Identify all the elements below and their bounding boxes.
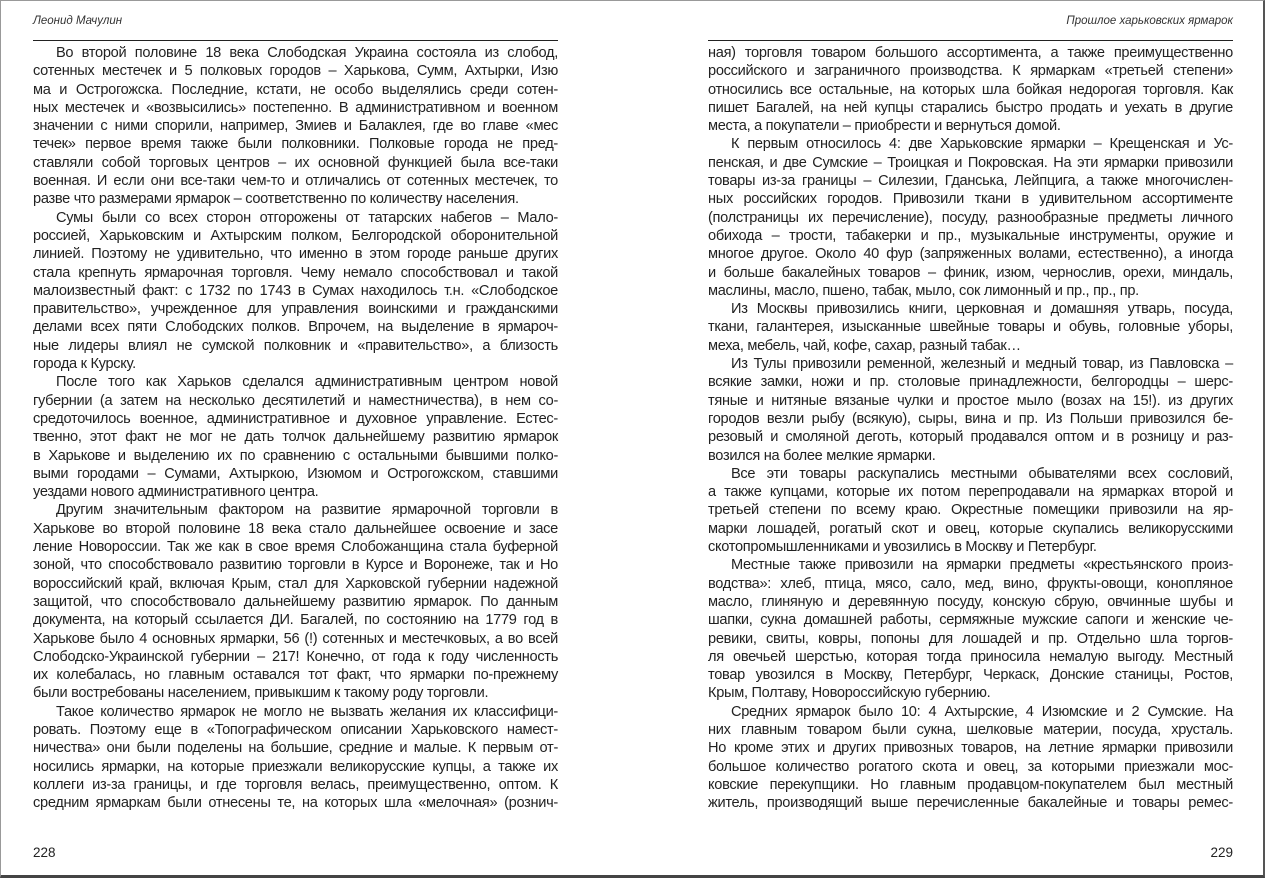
text-line: К первым относилось 4: две Харьковские ярмарки – Крещенская и Ус- — [731, 136, 1233, 153]
text-line: города к Курску. — [33, 356, 136, 373]
text-line: средоточилось военное, административное и духовное управление. Естес- — [33, 410, 558, 427]
text-line: шапки, сукна домашней работы, сермяжные мужские сапоги и женские че- — [708, 612, 1233, 629]
text-line: ма и Острогожска. Последние, кстати, не особо выделялись среди сотен- — [33, 81, 558, 98]
running-head-author: Леонид Мачулин — [33, 15, 123, 27]
paragraph — [708, 465, 1233, 556]
text-line: линией. Поэтому не удивительно, что именно в этом городе раньше других — [33, 246, 558, 263]
text-line: масло, глиняную и деревянную посуду, конскую сбрую, овчинные шубы и — [708, 593, 1233, 610]
text-line: резовый и смоляной деготь, который продавался оптом и в розницу и раз- — [708, 429, 1233, 446]
text-line: коллеги из-за границы, и где торговля велась, преимущественно, оптом. К — [33, 776, 558, 793]
text-line: пенская, и две Сумские – Троицкая и Покровская. На эти ярмарки привозили — [708, 154, 1233, 171]
running-head-title: Прошлое харьковских ярмарок — [1066, 15, 1233, 27]
text-line: малоизвестный факт: с 1732 по 1743 в Сумах находилось т.н. «Слободское — [33, 282, 558, 299]
text-line: делами всех пяти Слободских полков. Впрочем, на выделение в ярмароч- — [33, 319, 558, 336]
right-page-body — [708, 44, 1233, 812]
header-rule — [708, 40, 1233, 41]
paragraph — [33, 501, 558, 702]
text-line: житель, производящий выше перечисленные бакалейные и товары ремес- — [708, 795, 1233, 812]
text-line: их колебалась, но главным оставался тот факт, что ярмарки по-прежнему — [33, 667, 558, 684]
text-line: зоной, что способствовало развитию торговли в Курсе и Воронеже, так и Но — [33, 557, 558, 574]
text-line: обихода – трости, табакерки и пр., музыкальные инструменты, оружие и — [708, 227, 1233, 244]
text-line: Из Москвы привозились книги, церковная и домашняя утварь, посуда, — [731, 301, 1233, 318]
text-line: Но кроме этих и других привозных товаров, на летние ярмарки привозили — [708, 740, 1233, 757]
text-line: возился на более мелкие ярмарки. — [708, 447, 936, 464]
text-line: правительство», учрежденное для управления воинскими и гражданскими — [33, 301, 558, 318]
text-line: пишет Багалей, на ней купцы старались быстро продать и уехать в другие — [708, 99, 1233, 116]
text-line: ничества» они были поделены на большие, средние и малые. К первым от- — [33, 740, 558, 757]
text-line: военная. И если они все-таки чем-то и отличались от сотенных местечек, то — [33, 173, 558, 190]
paragraph — [33, 209, 558, 374]
paragraph — [708, 355, 1233, 465]
text-line: вороссийский край, включая Крым, стал для Харковской губернии надежной — [33, 575, 558, 592]
text-line: Все эти товары раскупались местными обывателями всех сословий, — [731, 465, 1233, 482]
text-line: всякие замки, ножи и пр. столовые принадлежности, белгородцы – шерс- — [708, 374, 1233, 391]
page-number: 229 — [1210, 845, 1233, 860]
text-line: водства»: хлеб, птица, мясо, сало, мед, вино, фрукты-овощи, конопляное — [708, 575, 1233, 592]
text-line: ковские перекупщики. Но главным продавцом-покупателем был местный — [708, 776, 1233, 793]
text-line: Слободско-Украинской губернии – 217! Конечно, от года к году численность — [33, 648, 558, 665]
text-line: россией, Харьковским и Ахтырским полком, Белгородской оборонительной — [33, 227, 558, 244]
text-line: третьей степени по всему краю. Окрестные помещики привозили на яр- — [708, 502, 1233, 519]
text-line: носились ярмарки, на которые приезжали великорусские купцы, а также их — [33, 758, 558, 775]
text-line: Местные также привозили на ярмарки предметы «крестьянского произ- — [731, 557, 1233, 574]
text-line: а также купцами, которые их потом перепродавали на ярмарках второй и — [708, 484, 1233, 501]
text-line: ная) торговля товаром большого ассортимента, а также преимущественно — [708, 45, 1233, 61]
text-line: Во второй половине 18 века Слободская Украина состояла из слобод, — [56, 45, 558, 61]
left-page — [33, 0, 558, 881]
text-line: ление Новороссии. Так же как в свое время Слобожанщина стала буферной — [33, 539, 558, 556]
text-line: стала крепнуть ярмарочная торговля. Чему немало способствовал и такой — [33, 264, 558, 281]
text-line: многое другое. Около 40 фур (запряженных волами, естественно), а иногда — [708, 246, 1233, 263]
text-line: Средних ярмарок было 10: 4 Ахтырские, 4 Изюмские и 2 Сумские. На — [731, 703, 1233, 720]
text-line: в Харькове и выделению их по сравнению с остальными бывшими полко- — [33, 447, 558, 464]
text-line: них главным товаром были сукна, шелковые материи, посуда, хрусталь. — [708, 721, 1233, 738]
text-line: товары из-за границы – Силезии, Гданська, Лейпцига, а также многочислен- — [708, 173, 1233, 190]
text-line: были востребованы населением, привыкшим к такому роду торговли. — [33, 685, 489, 702]
text-line: уездами нового административного центра. — [33, 484, 319, 501]
text-line: ревики, свиты, ковры, попоны для лошадей и пр. Отдельно шла торгов- — [708, 630, 1233, 647]
text-line: средним ярмаркам были отнесены те, на которых шла «мелочная» (рознич- — [33, 795, 558, 812]
text-line: Другим значительным фактором на развитие ярмарочной торговли в — [56, 502, 558, 519]
text-line: тяные и нитяные вязаные чулки и простое мыло (возах на 15!). из других — [708, 392, 1233, 409]
text-line: Такое количество ярмарок не могло не вызвать желания их классифици- — [56, 703, 558, 720]
paragraph — [708, 135, 1233, 300]
text-line: городов везли рыбу (всякую), сыры, вина и пр. Из Польши привозился бе- — [708, 410, 1233, 427]
text-line: губернии (а затем на несколько десятилетий и наместничества), в нем со- — [33, 392, 558, 409]
text-line: относились все остальные, на которых шла бойкая недорогая торговля. Как — [708, 81, 1233, 98]
text-line: меха, мебель, чай, кофе, сахар, разный табак… — [708, 337, 1021, 354]
paragraph — [33, 44, 558, 209]
paragraph — [708, 44, 1233, 135]
text-line: ля овечьей шерстью, которая тогда приносила немалую выгоду. Местный — [708, 648, 1233, 665]
text-line: ровать. Поэтому еще в «Топографическом описании Харьковского намест- — [33, 721, 558, 738]
text-line: ткани, галантерея, изысканные швейные товары и обувь, головные уборы, — [708, 319, 1233, 336]
text-line: Из Тулы привозили ременной, железный и медный товар, из Павловска – — [731, 356, 1233, 373]
left-page-body — [33, 44, 558, 812]
text-line: места, а покупатели – приобрести и вернуться домой. — [708, 118, 1061, 135]
text-line: марки лошадей, рогатый скот и овец, которые скупались великорусскими — [708, 520, 1233, 537]
header-rule — [33, 40, 558, 41]
text-line: выми городами – Сумами, Ахтыркою, Изюмом и Острогожском, ставшими — [33, 465, 558, 482]
text-line: и больше бакалейных товаров – финик, изюм, чернослив, орехи, миндаль, — [708, 264, 1233, 281]
text-line: товар увозился в Москву, Петербург, Черкаск, Донские станицы, Ростов, — [708, 667, 1233, 684]
text-line: Харькове было 4 основных ярмарки, 56 (!) сотенных и местечковых, а во всей — [33, 630, 558, 647]
text-line: ных российских городов. Привозили ткани в удивительном ассортименте — [708, 191, 1233, 208]
paragraph — [708, 556, 1233, 702]
text-line: Крым, Полтаву, Новороссийскую губернию. — [708, 685, 991, 702]
text-line: течек» первое время также были полковники. Полковые города не пред- — [33, 136, 558, 153]
right-page — [708, 0, 1233, 881]
text-line: защитой, что способствовало дальнейшему развитию ярмарок. По данным — [33, 593, 558, 610]
paragraph — [33, 703, 558, 813]
text-line: российского и заграничного производства. К ярмаркам «третьей степени» — [708, 63, 1233, 80]
text-line: (полстраницы их перечисление), посуду, разнообразные предметы личного — [708, 209, 1233, 226]
page-number: 228 — [33, 845, 56, 860]
text-line: большое количество рогатого скота и овец, за которыми приезжали мос- — [708, 758, 1233, 775]
text-line: ные лидеры влиял не сумской полковник и «правительство», а близость — [33, 337, 558, 354]
text-line: Харькове во второй половине 18 века стало дальнейшее освоение и засе — [33, 520, 558, 537]
text-line: скотопромышленниками и увозились в Москву и Петербург. — [708, 539, 1097, 556]
text-line: Сумы были со всех сторон отгорожены от татарских набегов – Мало- — [56, 209, 558, 226]
text-line: твенно, этот факт не мог не дать толчок дальнейшему развитию ярмарок — [33, 429, 558, 446]
text-line: маслины, масло, пшено, табак, мыло, сок лимонный и пр., пр., пр. — [708, 282, 1139, 299]
text-line: значении с ними спорили, например, Змиев и Балаклея, где во главе «мес — [33, 118, 558, 135]
paragraph — [708, 703, 1233, 813]
text-line: ных местечек и «возвысились» постепенно. В административном и военном — [33, 99, 558, 116]
paragraph — [33, 373, 558, 501]
text-line: разве что размерами ярмарок – соответственно по количеству населения. — [33, 191, 519, 208]
text-line: ставляли собой торговых центров – их основной функцией была все-таки — [33, 154, 558, 171]
text-line: После того как Харьков сделался административным центром новой — [56, 374, 558, 391]
text-line: документа, на который ссылается ДИ. Багалей, по состоянию на 1779 год в — [33, 612, 558, 629]
paragraph — [708, 300, 1233, 355]
text-line: сотенных местечек и 5 полковых городов – Харькова, Сумм, Ахтырки, Изю — [33, 63, 558, 80]
